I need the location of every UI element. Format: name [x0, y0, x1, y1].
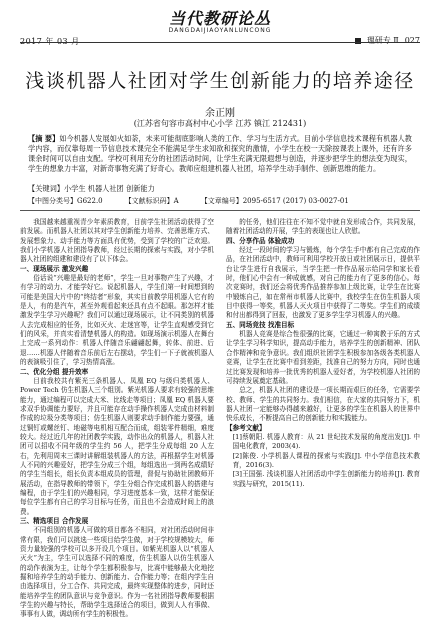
section-heading: 五、同场竞技 找准目标: [226, 320, 295, 329]
keywords: [28, 184, 412, 194]
section-heading: 四、分享作品 体验成功: [226, 236, 295, 245]
paragraph: 俗话说“兴趣是最好的老师”，学生一旦对事物产生了兴趣，才有学习的动力、才能学好它。说起机器人，学生们第一时间想到的可能是美国大片中的“终结者”形象，其实目前教学用机器人它有的是人，有的是汽车，甚至外观看起来还具有点不起眼。那怎样才能激发学生学习兴趣呢？我们可以通过现场展示，让不同类别的机器人去完成相应的任务，比如灭火、走迷宫等，让学生直观感受到它们的风采，并真实看清楚机器人的构造。如现场演示机器人在舞台上完成一系列动作：机器人伴随音乐翩翩起舞，转体、前进、后退……机器人伴随着音乐前后左右摆动，学生们一下子就被机器人的表演吸引住了，学习热情高涨。: [20, 274, 214, 367]
keywords-label: 【关键词】: [28, 184, 64, 193]
page-header: [0, 0, 440, 44]
paragraph: 总之，机器人社团的建设是一项长期而艰巨的任务，它需要学校、教师、学生的共同努力。我们相信，在大家的共同努力下，机器人社团一定能够办得越来越好，让更多的学生在机器人的世界中快乐成长，不断提高自己的创新能力和实践能力。: [226, 386, 420, 423]
section-heading: 三、精选项目 合作发展: [20, 517, 89, 525]
article-title: 浅谈机器人社团对学生创新能力的培养途径: [25, 70, 415, 92]
article-number: 【文章编号】2095-6517 (2017) 03-0027-01: [200, 197, 349, 205]
paragraph: 的任务，他们往往在不知不觉中就自发形成合作，共同发展，随着社团活动的开展，学生的表现也让人欣慰。: [226, 218, 420, 236]
author-name: 余正刚: [205, 108, 235, 119]
reference-item: [2]陈俊. 小学机器人课程的探索与实践[J]. 中小学信息技术教育，2016(3).: [232, 451, 420, 469]
journal-logo-pinyin: DANGDAIJIAOYANLUNCONG: [168, 27, 272, 34]
header-rule: [20, 42, 420, 43]
abstract-text: 如今机器人发展如火如荼，未来可能彻底影响人类的工作、学习与生活方式。目前小学信息技术课程有机器人教学内容，而仅靠每周一节信息技术课完全不能满足学生求知欲和探究的激情，小学生在校一天除按课表上课外，还有许多课余时间可以自由支配。学校可利用充分的社团活动时间，让学生充满无限遐想与创造，并逐步把学生的想法变为现实，学生的想象力丰富，对新奇事物充满了好奇心。教师应组建机器人社团，培养学生动手制作、创新思维的能力。: [28, 134, 412, 173]
references-heading: 【参考文献】: [226, 423, 266, 432]
article-meta: [28, 196, 412, 206]
clc-number: 【中图分类号】G622.0: [28, 197, 103, 205]
paragraph: 不同组别的机器人可做的项目都各不相同，对社团活动时间非常有限，我们可以挑选一些项目给学生做，对于学校规模较大，师资力量较强的学校可以多开设几个项目。如紫光机器人以“机器人灭火”为主，学生可以选择不同的难度，仿生机器人以仿生机器人的动作表演为主，让每个学生都积极参与，比赛中能够最大化地挖掘和培养学生的动手能力、创新能力、合作能力等；在组内学生自由选择项目，分工合作、共同完成，最终实现整体的进步，同时还能培养学生的团队意识与竞争意识。作为一名社团指导教师要根据学生的兴趣与特长，帮助学生选择适合的项目，做到人人有事做、事事有人做，调动所有学生的积极性。: [20, 526, 214, 618]
section-label: 理研专 Ⅱ: [366, 36, 399, 45]
abstract-label: 【摘 要】: [28, 134, 60, 143]
abstract: [28, 134, 412, 174]
issue-date: 2017 年 03 月: [20, 37, 80, 46]
body-column-right: [226, 218, 420, 618]
body-column-left: [20, 218, 214, 618]
page-number: 027: [404, 36, 420, 45]
paragraph: 机器人竞赛是综合性很强的比赛，它通过一种寓教于乐的方式让学生学习科学知识，提高动手能力，培养学生的创新精神、团队合作精神和竞争意识。我们组织社团学生积极参加各级各类机器人竞赛，让学生在比赛中看到差距，找准自己的努力方向，同时也通过比赛发现和培养一批优秀的机器人爱好者，为学校机器人社团的可持续发展奠定基础。: [226, 330, 420, 385]
paragraph: 目前我校共有紫光三条机器人、凤凰 EQ 与级归类机器人、Power Tech 仿生机器人三个组别。紫光机器人要求有较强的思维能力，通过编程可以完成大米、比线走等项目；凤凰 EQ 机器人要求双手协调能力要好，并且可能存在动手操作机器人完成由材料制作成的垃圾分类等项目；仿生机器人则要求动手制作能力要强，通过铜钉或螺丝钉、地磁等电机相互配合而成，组装零件精细，难度较大。经过近几年的社团教学实践，动作出众的机器人，机器人社团可以招收不同年级的学生约 56 人，把学生分成每组 20 人左右，先利用周末三课时讲解组装机器人的方法，再根据学生对机器人不同的兴趣爱好，把学生分成三个组，每组选出一到两名成绩好的学生当组长，组长负责本组成员的管理，督促与协助社团教师开展活动，在指导教师的带领下，学生分组合作完成机器人的搭建与编程，由于学生们的兴趣相同，学习进度基本一致，这样才能保证每位学生都有自己的学习目标与任务，而且也不会造成时间上的浪费。: [20, 376, 214, 516]
journal-logo: 当代教研论丛: [168, 9, 271, 28]
document-code: 【文献标识码】A: [124, 197, 179, 205]
section-heading: 二、优化分组 提升效率: [20, 367, 89, 376]
reference-item: [3]王国强. 浅谈机器人社团活动中学生创新能力的培养[J]. 教育实践与研究，2015(11).: [232, 470, 420, 488]
paragraph: 我国越来越重视青少年素质教育，目前学生社团活动获得了空前发展。而机器人社团以其对学生创新能力培养、完善思维方式、发展想象力、动手能力等方面具有优势，受到了学校的广泛欢迎。我们小学机器人社团指导教师，经过长期的探索与实践，对小学机器人社团的组建和建设有了以下体会。: [20, 218, 214, 264]
section-heading: 一、现场展示 激发兴趣: [20, 264, 89, 273]
header-right: [355, 35, 420, 46]
paragraph: 经过一段时间的学习与锻炼，每个学生手中都有自己完成的作品，在社团活动中，教师可利用学校开放日或社团展示日，提供平台让学生进行自我展示，当学生把一件作品展示给同学和家长看时，他们心中会有一种成就感，对自己的能力有了更多的信心。每次竞赛时，我们还会将优秀作品推荐参加上级比赛，让学生在比赛中锻炼自己，如在常州市机器人比赛中，我校学生在仿生机器人项目中获得一等奖，机器人灭火项目中获得了二等奖。学生们的成绩和付出都得到了回报，也激发了更多学生学习机器人的兴趣。: [226, 246, 420, 320]
keywords-text: 小学生 机器人社团 创新能力: [63, 184, 155, 193]
author-affiliation: (江苏省句容市高村中心小学 江苏 镇江 212431): [133, 119, 307, 128]
reference-item: [1]蔡朝阳. 机器人教育：从 21 世纪技术发展的角度出发[J]. 中国电化教育，2003(4).: [232, 432, 420, 451]
meta-rule: [20, 210, 420, 211]
